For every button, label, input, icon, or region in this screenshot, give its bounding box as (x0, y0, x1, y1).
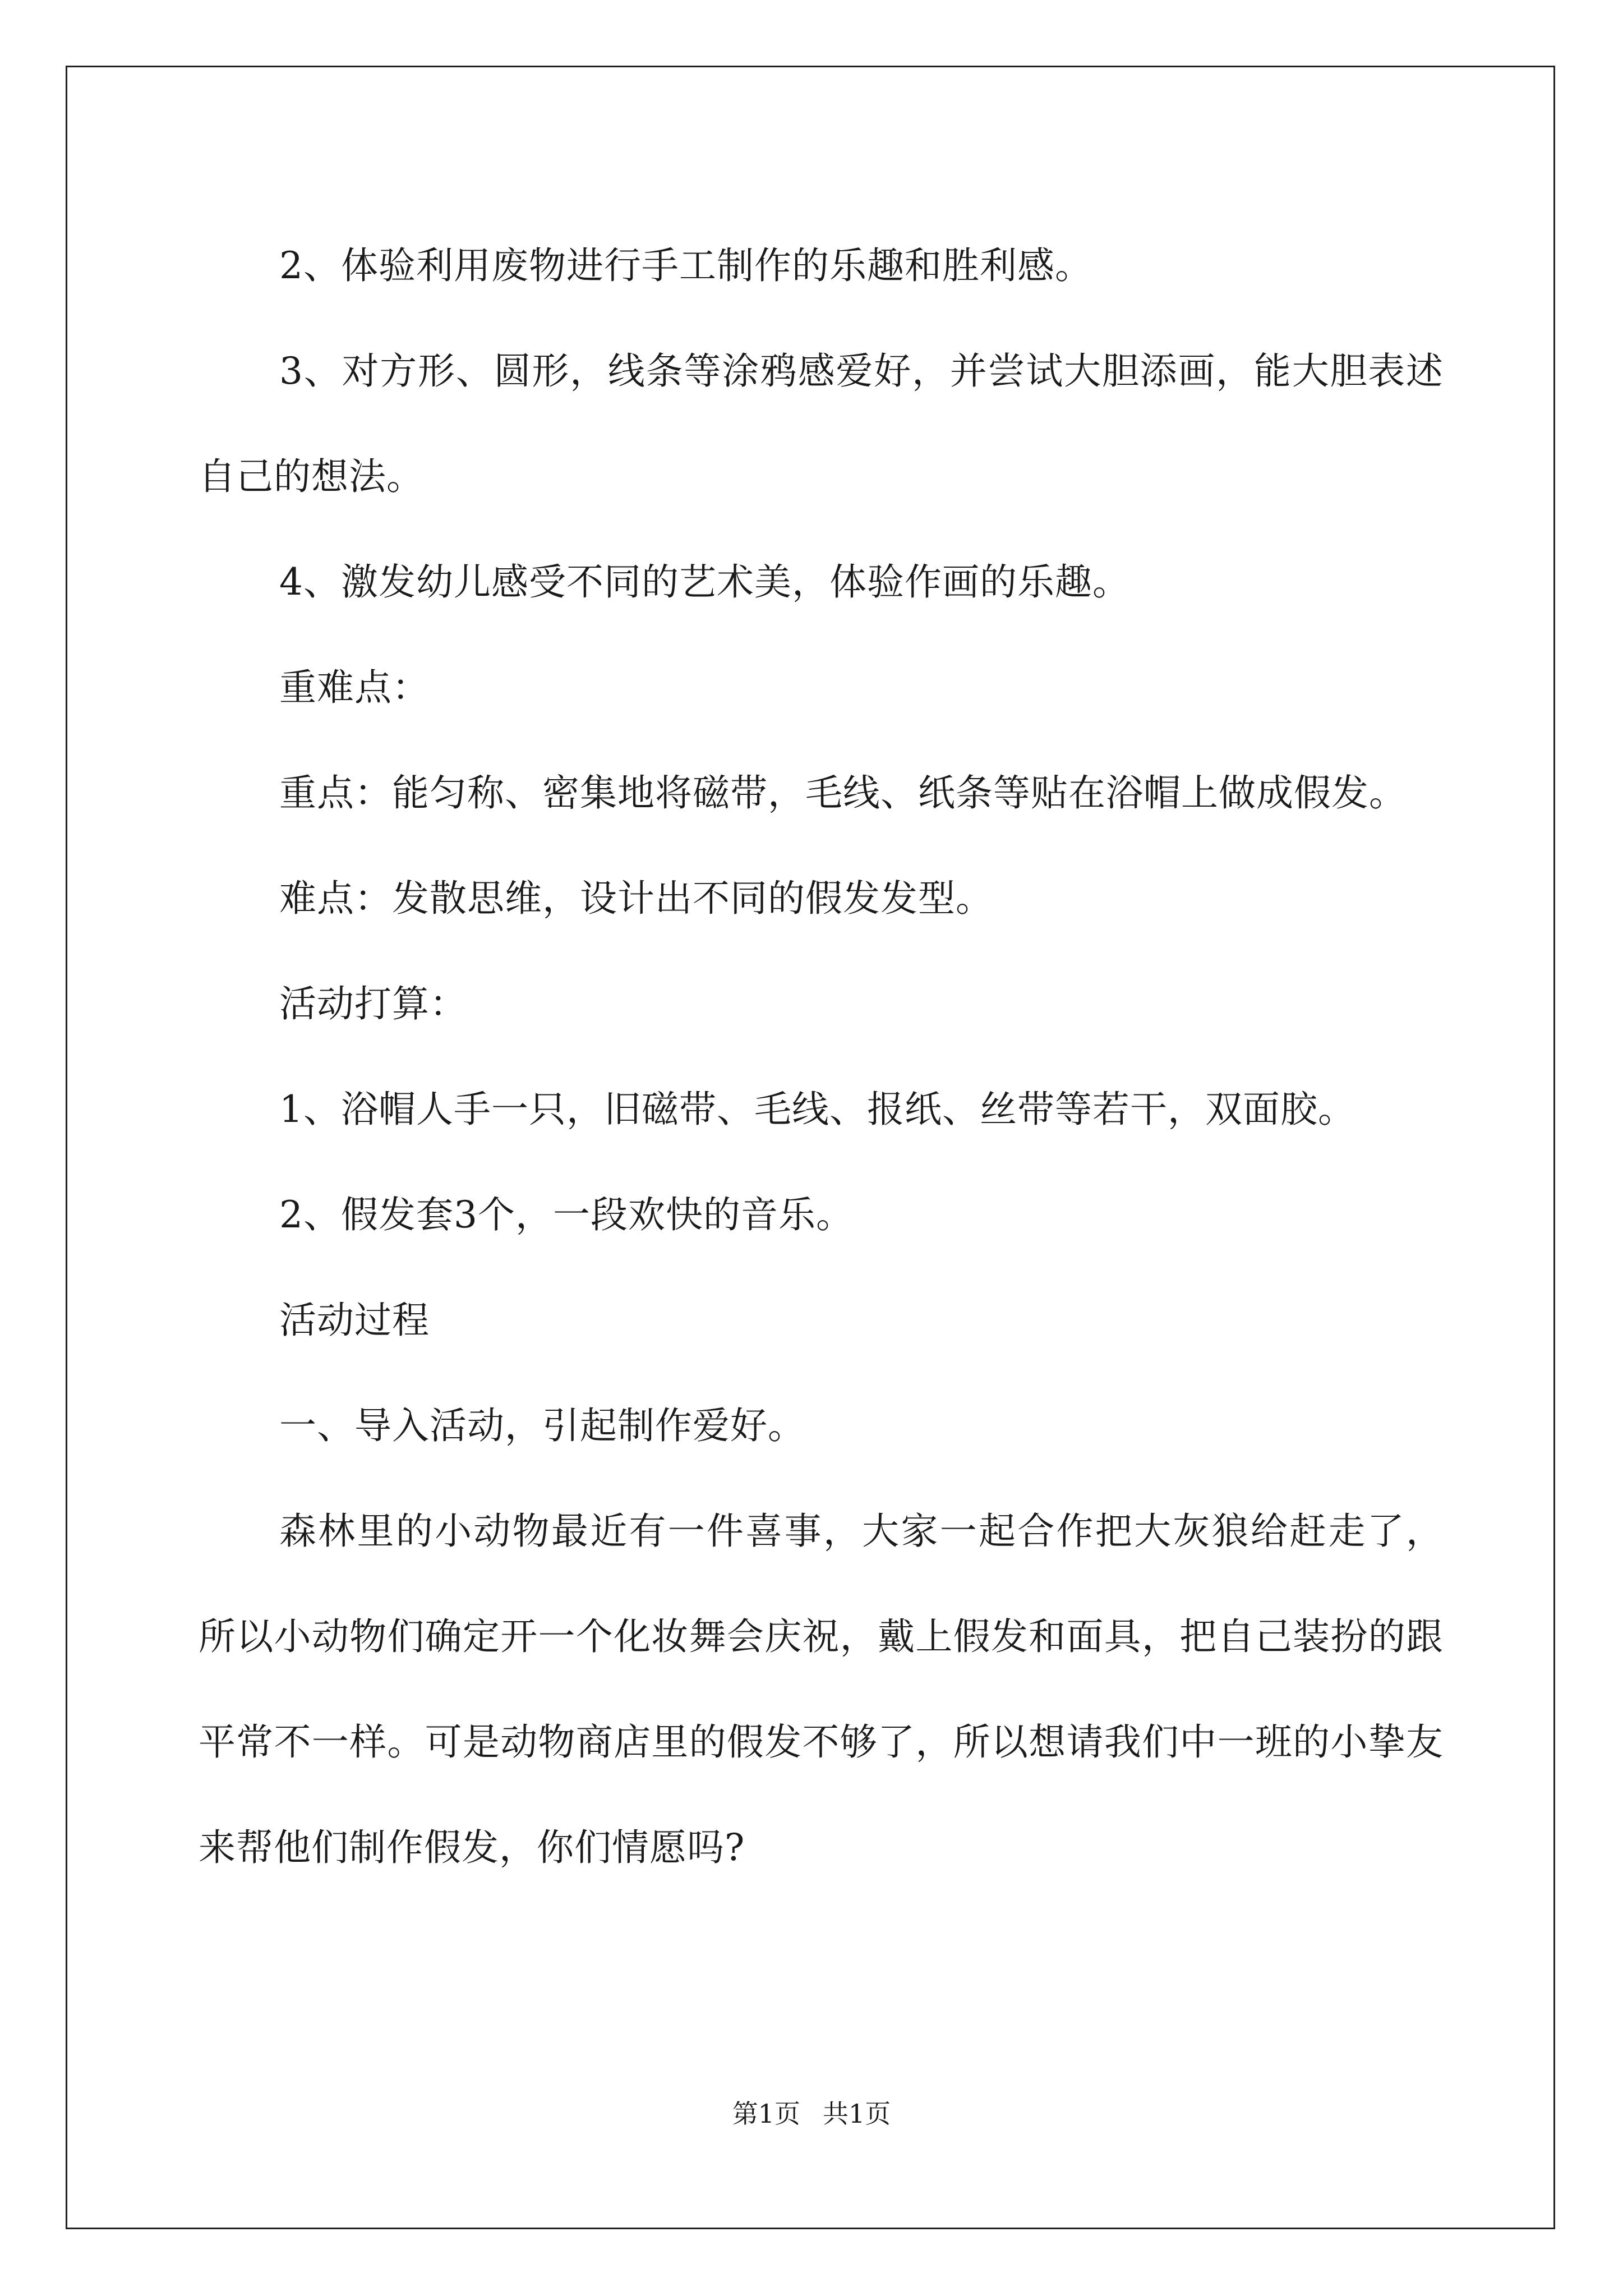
paragraph-difficulty: 难点：发散思维，设计出不同的假发发型。 (279, 877, 993, 920)
paragraph-goal-4: 4、激发幼儿感受不同的艺术美，体验作画的乐趣。 (279, 560, 1130, 604)
heading-activity-process: 活动过程 (279, 1299, 430, 1342)
paragraph-story: 森林里的小动物最近有一件喜事，大家一起合作把大灰狼给赶走了，所以小动物们确定开一个化妆舞会庆祝，戴上假发和面具，把自己装扮的跟平常不一样。可是动物商店里的假发不够了，所以想请我们中一班的小挚友来帮他们制作假发，你们情愿吗? (199, 1510, 1444, 1869)
page-total: 共1页 (823, 2099, 891, 2129)
paragraph-step-1: 一、导入活动，引起制作爱好。 (279, 1404, 805, 1447)
page-footer (0, 2097, 1623, 2131)
paragraph-materials-1: 1、浴帽人手一只，旧磁带、毛线、报纸、丝带等若干，双面胶。 (279, 1088, 1355, 1131)
paragraph-goal-2: 2、体验利用废物进行手工制作的乐趣和胜利感。 (279, 244, 1092, 287)
paragraph-materials-2: 2、假发套3个，一段欢快的音乐。 (279, 1193, 854, 1236)
heading-activity-preparation: 活动打算： (279, 982, 467, 1025)
paragraph-key-point: 重点：能匀称、密集地将磁带，毛线、纸条等贴在浴帽上做成假发。 (279, 771, 1407, 815)
document-body (199, 213, 1444, 1901)
page-number: 第1页 (732, 2099, 800, 2129)
heading-key-difficulties: 重难点： (279, 666, 430, 709)
paragraph-goal-3: 3、对方形、圆形，线条等涂鸦感爱好，并尝试大胆添画，能大胆表述自己的想法。 (199, 349, 1444, 498)
